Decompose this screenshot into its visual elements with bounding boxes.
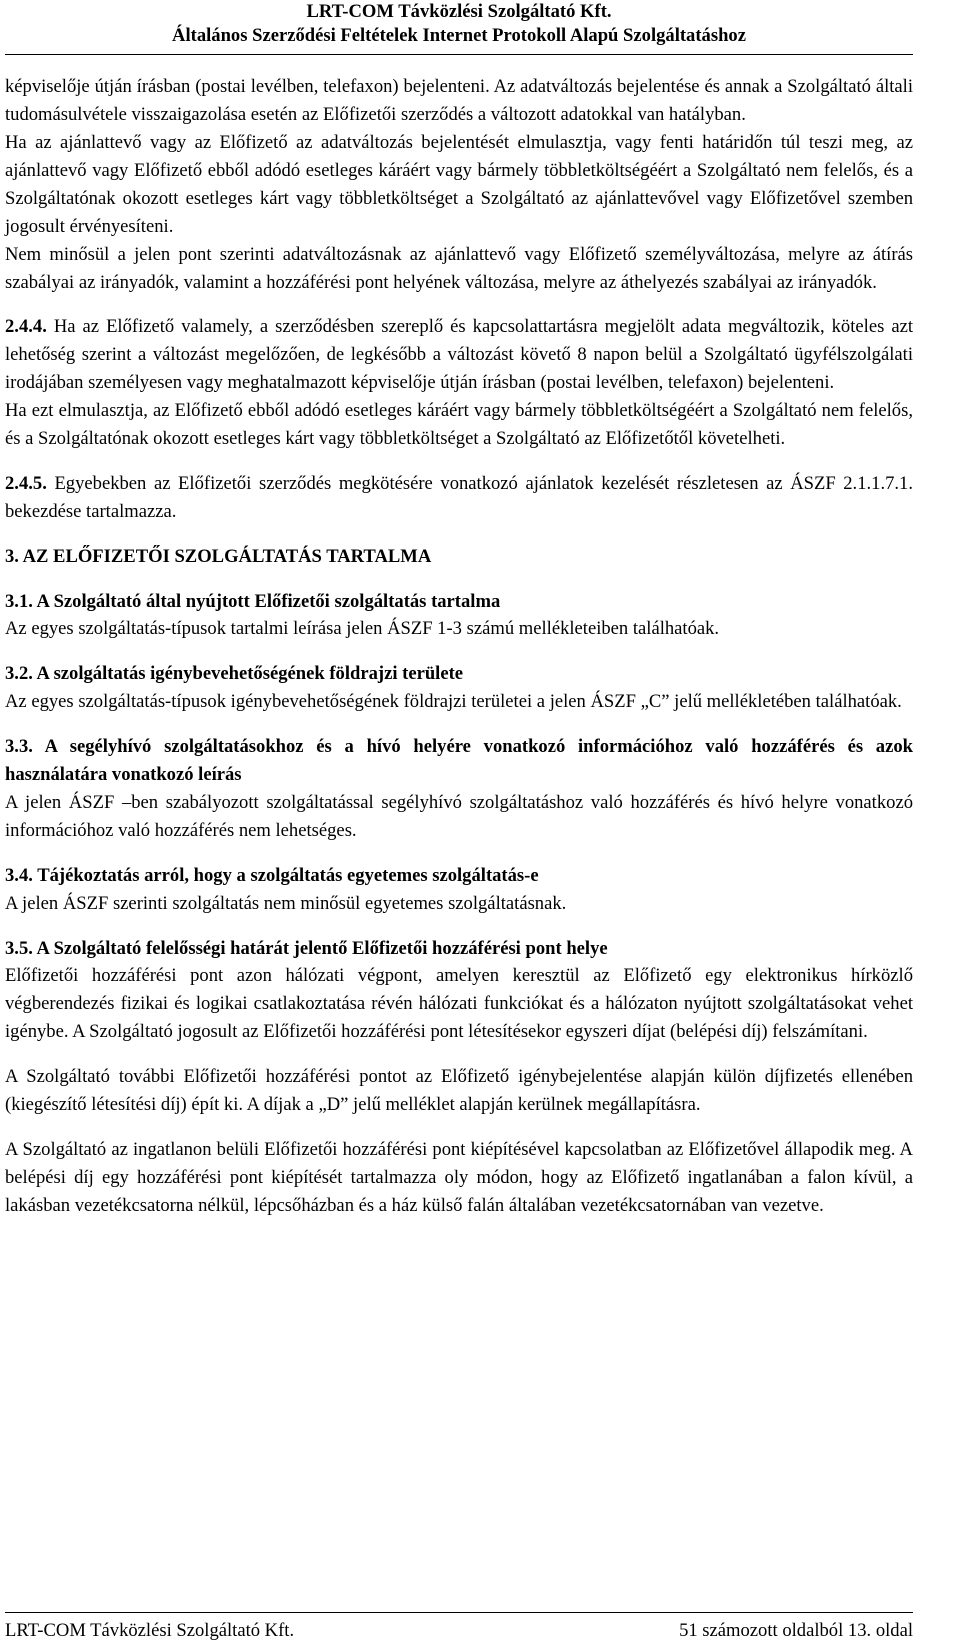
section-number: 2.4.5. [5, 472, 47, 494]
footer-page-number: 51 számozott oldalból 13. oldal [679, 1620, 913, 1641]
section-heading-3-5: 3.5. A Szolgáltató felelősségi határát jelentő Előfizetői hozzáférési pont helye [5, 937, 608, 959]
section-text: Egyebekben az Előfizetői szerződés megkötésére vonatkozó ajánlatok kezelését részletesen az ÁSZF 2.1.1.7.1. bekezdése tartalmazza. [5, 472, 913, 522]
section-heading-3-1: 3.1. A Szolgáltató által nyújtott Előfizetői szolgáltatás tartalma [5, 590, 501, 612]
section-heading-3-3: 3.3. A segélyhívó szolgáltatásokhoz és a hívó helyére vonatkozó információhoz való hozzáférés és azok használatára vonatkozó leírás [5, 736, 913, 786]
section-2-4-5 [5, 470, 913, 526]
paragraph: A Szolgáltató további Előfizetői hozzáférési pontot az Előfizető igénybejelentése alapján külön díjfizetés ellenében (kiegészítő létesítési díj) épít ki. A díjak a „D” jelű melléklet alapján kerülnek megállapításra. [5, 1066, 913, 1115]
paragraph: Ha az ajánlattevő vagy az Előfizető az adatváltozás bejelentését elmulasztja, vagy fenti határidőn túl teszi meg, az ajánlattevő vagy Előfizető ebből adódó esetleges káráért vagy bármely többletköltségéért a Szolgáltató nem felelős, és a Szolgáltatónak okozott esetleges kárt vagy többletköltséget a Szolgáltató az ajánlattevővel vagy Előfizetővel szemben jogosult érvényesíteni. [5, 132, 913, 237]
section-number: 2.4.4. [5, 316, 47, 338]
paragraph: Az egyes szolgáltatás-típusok igénybevehetőségének földrajzi területei a jelen ÁSZF „C” jelű mellékletében találhatóak. [5, 691, 902, 713]
page-header [5, 0, 913, 48]
paragraph: A jelen ÁSZF –ben szabályozott szolgáltatással segélyhívó szolgáltatáshoz való hozzáférés és hívó helyre vonatkozó információhoz való hozzáférés nem lehetséges. [5, 791, 913, 841]
paragraph: képviselője útján írásban (postai levélben, telefaxon) bejelenteni. Az adatváltozás bejelentése és annak a Szolgáltató általi tudomásulvétele visszaigazolása esetén az Előfizetői szerződés a változott adatokkal van hatályban. [5, 76, 913, 126]
header-rule [5, 54, 913, 55]
chapter-heading: 3. AZ ELŐFIZETŐI SZOLGÁLTATÁS TARTALMA [5, 545, 432, 567]
section-heading-3-2: 3.2. A szolgáltatás igénybevehetőségének földrajzi területe [5, 663, 464, 685]
paragraph: Ha ezt elmulasztja, az Előfizető ebből adódó esetleges káráért vagy bármely többletköltségéért a Szolgáltató nem felelős, és a Szolgáltatónak okozott esetleges kárt vagy többletköltséget a Szolgáltató az Előfizetőtől követelheti. [5, 400, 913, 450]
section-2-4-4 [5, 313, 913, 397]
page-footer [5, 1612, 913, 1645]
document-page [5, 0, 913, 1220]
paragraph: Nem minősül a jelen pont szerinti adatváltozásnak az ajánlattevő vagy Előfizető személyváltozása, melyre az átírás szabályai az irányadók, valamint a hozzáférési pont helyének változása, melyre az áthelyezés szabályai az irányadók. [5, 243, 913, 293]
section-heading-3-4: 3.4. Tájékoztatás arról, hogy a szolgáltatás egyetemes szolgáltatás-e [5, 864, 539, 886]
footer-company: LRT-COM Távközlési Szolgáltató Kft. [5, 1620, 295, 1641]
paragraph: A Szolgáltató az ingatlanon belüli Előfizetői hozzáférési pont kiépítésével kapcsolatban az Előfizetővel állapodik meg. A belépési díj egy hozzáférési pont kiépítését tartalmazza oly módon, hogy az Előfizető ingatlanában a falon kívül, a lakásban vezetékcsatorna nélkül, lépcsőházban és a ház külső falán általában vezetékcsatornában van vezetve. [5, 1138, 913, 1216]
paragraph: Az egyes szolgáltatás-típusok tartalmi leírása jelen ÁSZF 1-3 számú mellékleteiben találhatóak. [5, 618, 720, 640]
paragraph: Előfizetői hozzáférési pont azon hálózati végpont, amelyen keresztül az Előfizető egy elektronikus hírközlő végberendezés fizikai és logikai csatlakoztatása révén hálózati funkciókat és a hálózaton nyújtott szolgáltatásokat vehet igénybe. A Szolgáltató jogosult az Előfizetői hozzáférési pont létesítésekor egyszeri díjat (belépési díj) felszámítani. [5, 965, 913, 1043]
paragraph: A jelen ÁSZF szerinti szolgáltatás nem minősül egyetemes szolgáltatásnak. [5, 892, 567, 914]
section-text: Ha az Előfizető valamely, a szerződésben szereplő és kapcsolattartásra megjelölt adata megváltozik, köteles azt lehetőség szerint a változást megelőzően, de legkésőbb a változást követő 8 napon belül a Szolgáltató ügyfélszolgálati irodájában személyesen vagy meghatalmazott képviselője útján írásban (postai levélben, telefaxon) bejelenteni. [5, 316, 913, 394]
header-document-title: Általános Szerződési Feltételek Internet Protokoll Alapú Szolgáltatáshoz [172, 25, 746, 47]
header-company: LRT-COM Távközlési Szolgáltató Kft. [306, 1, 612, 22]
